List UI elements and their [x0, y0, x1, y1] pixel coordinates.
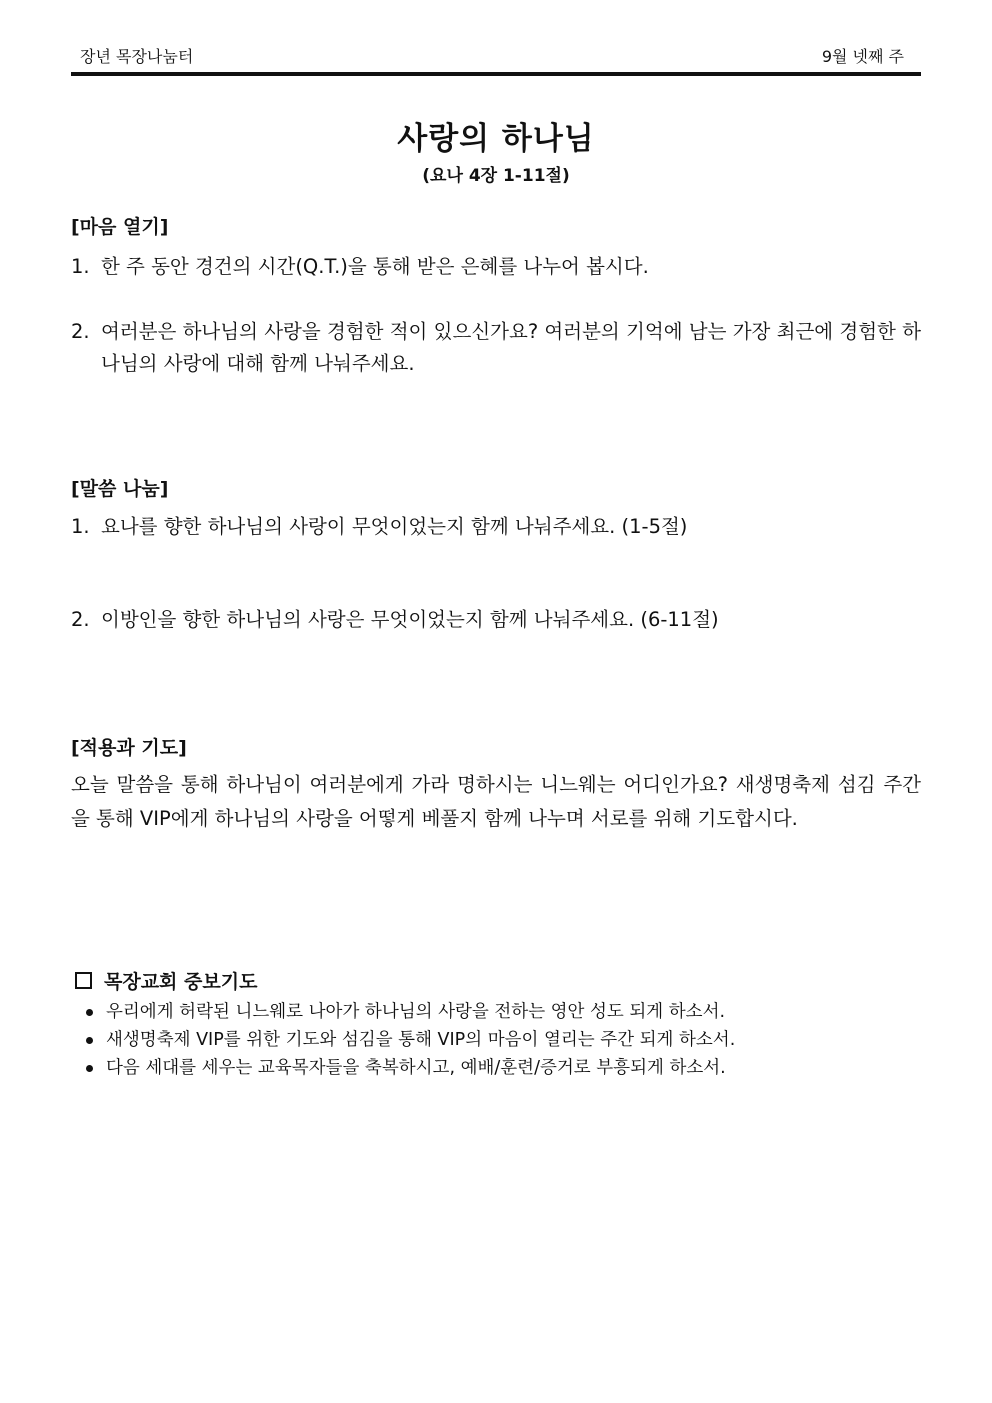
- prayer-item-text: 우리에게 허락된 니느웨로 나아가 하나님의 사랑을 전하는 영안 성도 되게 하소서.: [106, 1002, 726, 1022]
- bullet-icon: [86, 1065, 93, 1072]
- page-header: [80, 44, 912, 66]
- bullet-icon: [86, 1009, 93, 1016]
- header-group-name: 장년 목장나눔터: [80, 47, 194, 66]
- question-text: 요나를 향한 하나님의 사랑이 무엇이었는지 함께 나눠주세요. (1-5절): [101, 515, 688, 538]
- checkbox-square-icon: [75, 972, 92, 989]
- prayer-item: [84, 998, 735, 1026]
- question-item: [71, 251, 921, 283]
- question-item: [71, 604, 921, 636]
- bullet-icon: [86, 1037, 93, 1044]
- prayer-item: [84, 1054, 735, 1082]
- question-number: 1.: [71, 515, 90, 538]
- prayer-item: [84, 1026, 735, 1054]
- question-text: 여러분은 하나님의 사랑을 경험한 적이 있으신가요? 여러분의 기억에 남는 가장 최근에 경험한 하나님의 사랑에 대해 함께 나눠주세요.: [101, 320, 921, 375]
- section-heading-application-prayer: [적용과 기도]: [71, 737, 187, 759]
- application-paragraph: 오늘 말씀을 통해 하나님이 여러분에게 가라 명하시는 니느웨는 어디인가요? 새생명축제 섬김 주간을 통해 VIP에게 하나님의 사랑을 어떻게 베풀지 함께 나누며 서로를 위해 기도합시다.: [71, 773, 921, 830]
- question-number: 2.: [71, 608, 90, 631]
- question-item: [71, 511, 921, 543]
- question-number: 2.: [71, 320, 90, 343]
- header-week: 9월 넷째 주: [821, 47, 904, 66]
- prayer-list: [84, 998, 735, 1082]
- prayer-heading-label: 목장교회 중보기도: [104, 971, 258, 993]
- prayer-item-text: 새생명축제 VIP를 위한 기도와 섬김을 통해 VIP의 마음이 열리는 주간 되게 하소서.: [106, 1030, 736, 1050]
- question-text: 이방인을 향한 하나님의 사랑은 무엇이었는지 함께 나눠주세요. (6-11절): [101, 608, 719, 631]
- header-divider: [71, 72, 921, 76]
- page-title: 사랑의 하나님: [397, 121, 595, 157]
- section-heading-open-heart: [마음 열기]: [71, 216, 169, 238]
- scripture-reference: (요나 4장 1-11절): [422, 166, 570, 186]
- question-item: [71, 316, 921, 380]
- prayer-heading: [75, 967, 257, 994]
- question-text: 한 주 동안 경건의 시간(Q.T.)을 통해 받은 은혜를 나누어 봅시다.: [101, 255, 649, 278]
- prayer-item-text: 다음 세대를 세우는 교육목자들을 축복하시고, 예배/훈련/증거로 부흥되게 하소서.: [106, 1058, 726, 1078]
- question-number: 1.: [71, 255, 90, 278]
- section-heading-word-sharing: [말씀 나눔]: [71, 478, 169, 500]
